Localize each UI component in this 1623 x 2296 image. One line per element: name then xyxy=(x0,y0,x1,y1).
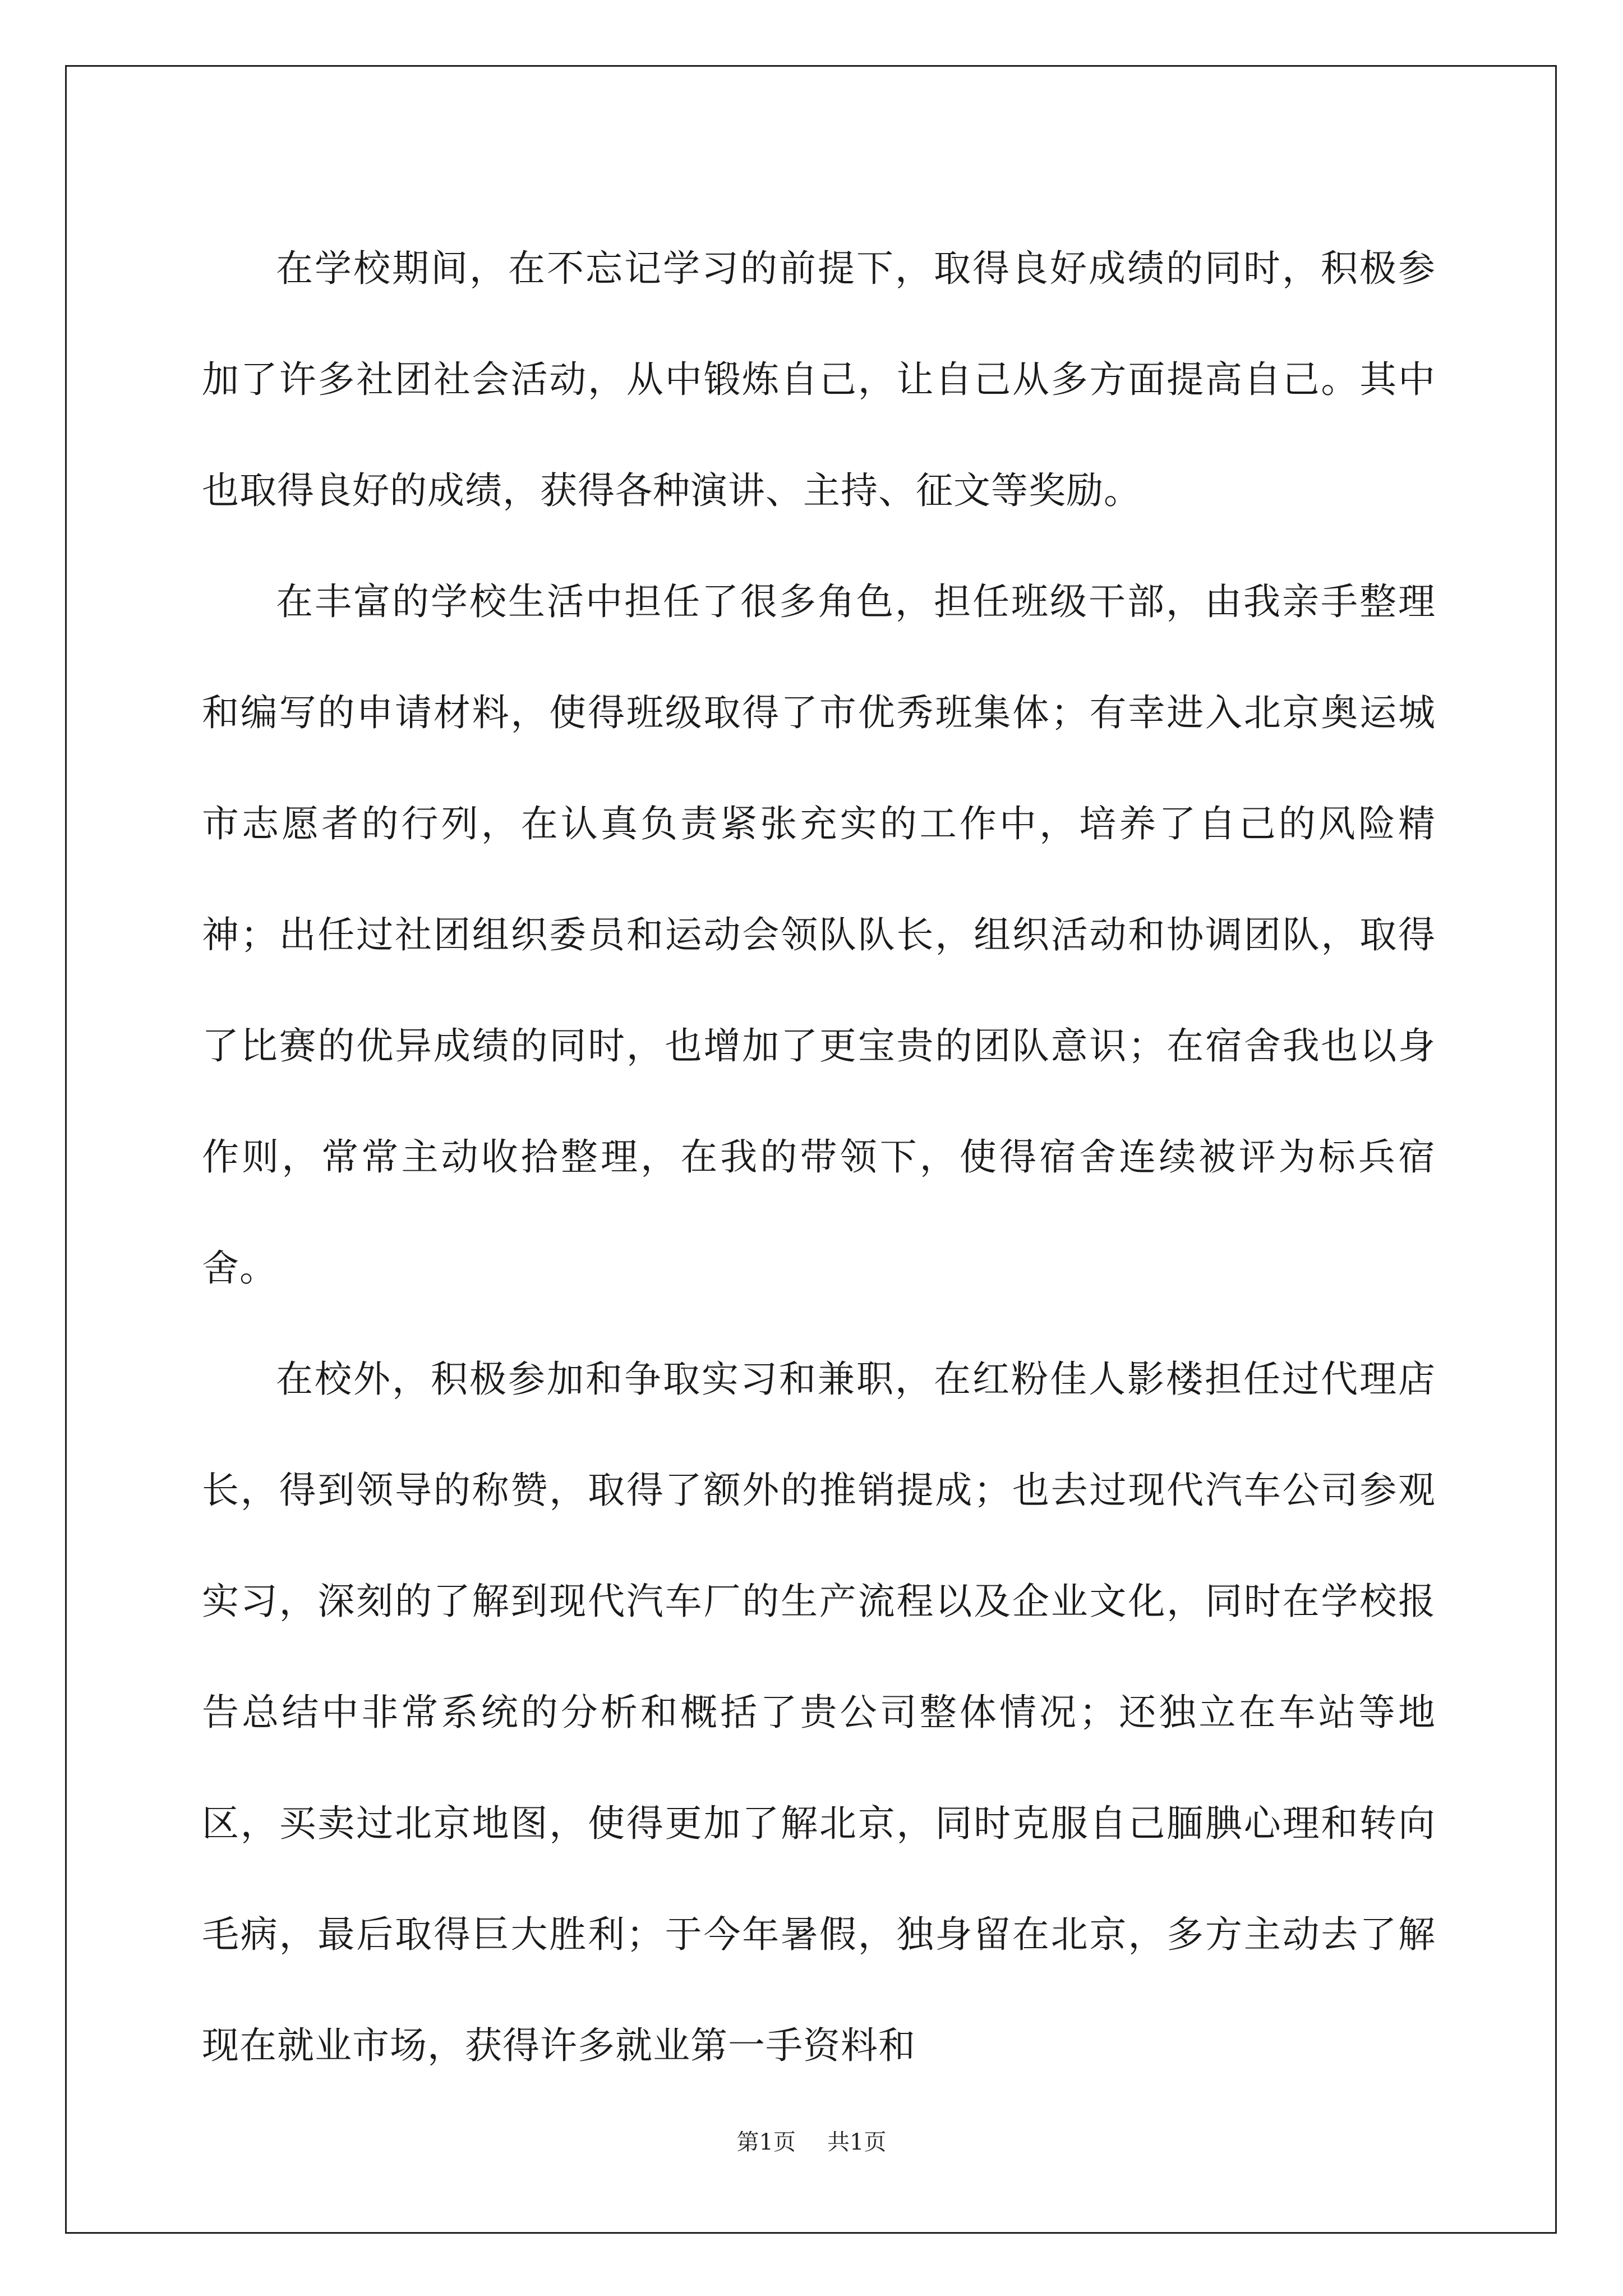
document-body xyxy=(202,213,1436,2101)
page-number-current: 第1页 xyxy=(736,2129,796,2155)
paragraph-2: 在丰富的学校生活中担任了很多角色，担任班级干部，由我亲手整理和编写的申请材料，使得班级取得了市优秀班集体；有幸进入北京奥运城市志愿者的行列，在认真负责紧张充实的工作中，培养了自己的风险精神；出任过社团组织委员和运动会领队队长，组织活动和协调团队，取得了比赛的优异成绩的同时，也增加了更宝贵的团队意识；在宿舍我也以身作则，常常主动收拾整理，在我的带领下，使得宿舍连续被评为标兵宿舍。 xyxy=(202,580,1436,1290)
paragraph-1: 在学校期间，在不忘记学习的前提下，取得良好成绩的同时，积极参加了许多社团社会活动，从中锻炼自己，让自己从多方面提高自己。其中也取得良好的成绩，获得各种演讲、主持、征文等奖励。 xyxy=(202,247,1436,512)
paragraph-3: 在校外，积极参加和争取实习和兼职，在红粉佳人影楼担任过代理店长，得到领导的称赞，取得了额外的推销提成；也去过现代汽车公司参观实习，深刻的了解到现代汽车厂的生产流程以及企业文化，同时在学校报告总结中非常系统的分析和概括了贵公司整体情况；还独立在车站等地区，买卖过北京地图，使得更加了解北京，同时克服自己腼腆心理和转向毛病，最后取得巨大胜利；于今年暑假，独身留在北京，多方主动去了解现在就业市场，获得许多就业第一手资料和 xyxy=(202,1358,1436,2067)
page-footer xyxy=(0,2129,1623,2156)
page-number-total: 共1页 xyxy=(827,2129,887,2155)
